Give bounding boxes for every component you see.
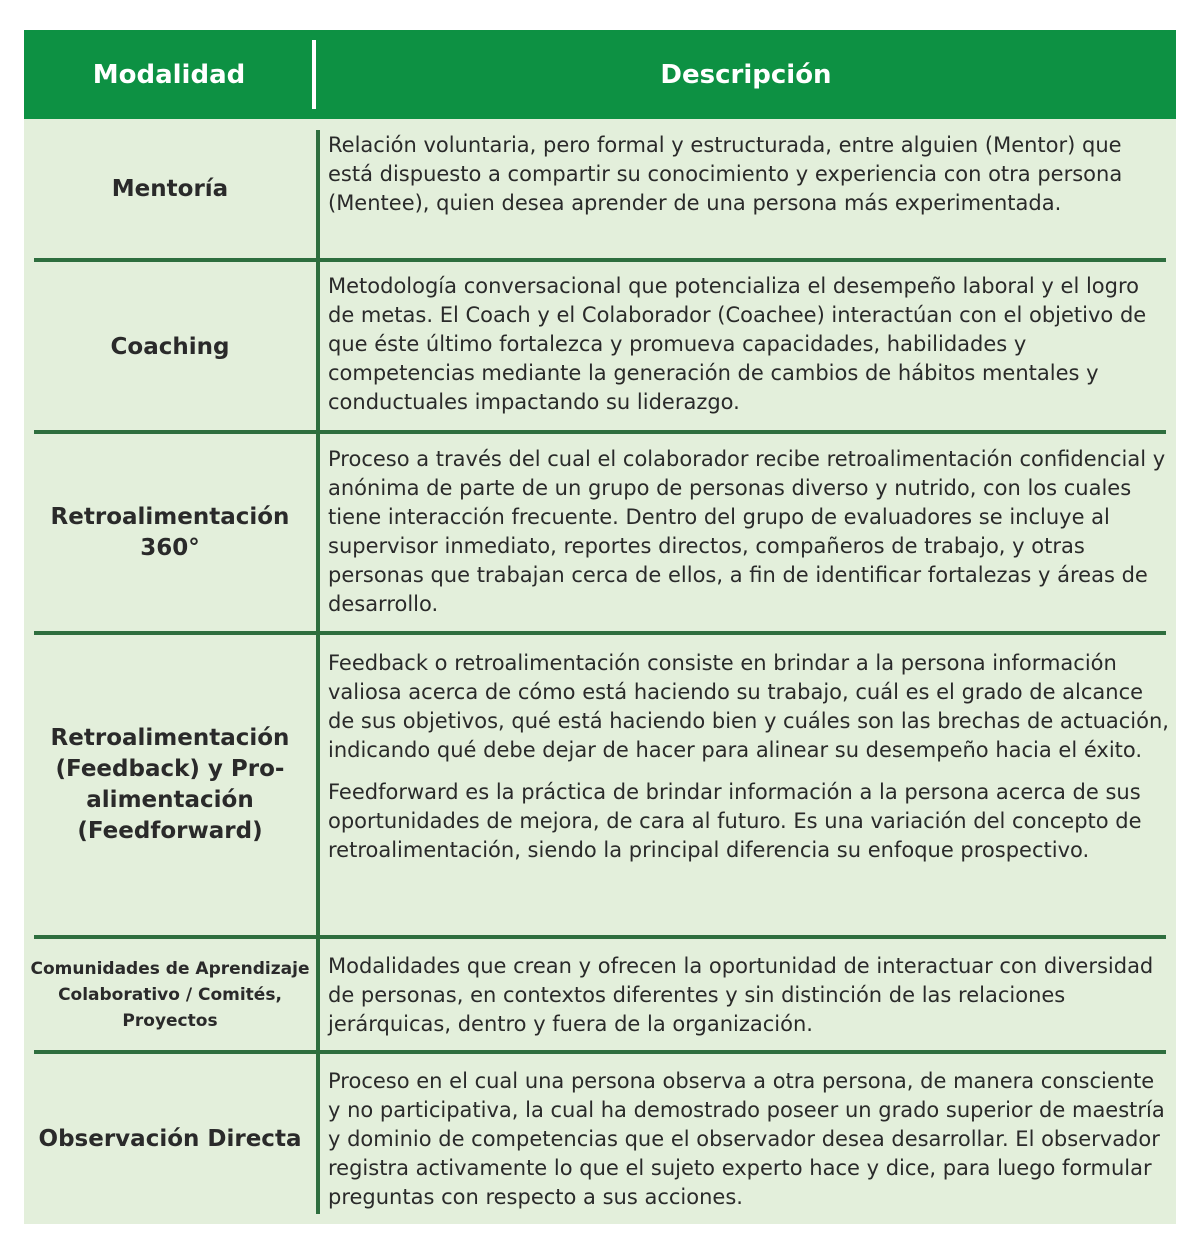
column-divider bbox=[316, 434, 320, 631]
descripcion-paragraph: Modalidades que crean y ofrecen la oportunidad de interactuar con diversidad de personas, en contextos diferentes y sin distinción de las relaciones jerárquicas, dentro y fuera de la organización. bbox=[328, 954, 1154, 1036]
descripcion-paragraph: Proceso a través del cual el colaborador recibe retroalimentación confidencial y anónima de parte de un grupo de personas diverso y nutrido, con los cuales tiene interacción frecuente. Dentro del grupo de evaluadores se incluye al supervisor inmediato, reportes directos, compañeros de trabajo, y otras personas que trabajan cerca de ellos, a fin de identificar fortalezas y áreas de desarrollo. bbox=[328, 447, 1166, 616]
descripcion-paragraph: Feedforward es la práctica de brindar información a la persona acerca de sus oportunidades de mejora, de cara al futuro. Es una variación del concepto de retroalimentación, siendo la principal diferencia su enfoque prospectivo. bbox=[328, 780, 1142, 862]
descripcion-paragraph: Feedback o retroalimentación consiste en brindar a la persona información valiosa acerca de cómo está haciendo su trabajo, cuál es el grado de alcance de sus objetivos, qué está haciendo bien y cuáles son las brechas de actuación, indicando qué debe dejar de hacer para alinear su desempeño hacia el éxito. bbox=[328, 651, 1169, 762]
header-modalidad: Modalidad bbox=[92, 59, 246, 90]
row-descripcion-coaching bbox=[328, 272, 1170, 417]
descripcion-paragraph: Proceso en el cual una persona observa a otra persona, de manera consciente y no participativa, la cual ha demostrado poseer un grado superior de maestría y dominio de competencias que el observador desea desarrollar. El observador registra activamente lo que el sujeto experto hace y dice, para luego formular preguntas con respecto a sus acciones. bbox=[328, 1069, 1165, 1209]
column-divider bbox=[316, 635, 320, 935]
row-modalidad-observacion-directa: Observación Directa bbox=[38, 1125, 302, 1152]
descripcion-paragraph: Relación voluntaria, pero formal y estructurada, entre alguien (Mentor) que está dispuesto a compartir su conocimiento y experiencia con otra persona (Mentee), quien desea aprender de una persona más experimentada. bbox=[328, 133, 1123, 215]
row-modalidad-mentoria: Mentoría bbox=[111, 176, 229, 202]
table-header bbox=[24, 30, 1176, 119]
row-descripcion-retroalimentacion-360 bbox=[328, 445, 1170, 619]
descripcion-paragraph: Metodología conversacional que potencializa el desempeño laboral y el logro de metas. El Coach y el Colaborador (Coachee) interactúan con el objetivo de que éste último fortalezca y promueva capacidades, habilidades y competencias mediante la generación de cambios de hábitos mentales y conductuales impactando su liderazgo. bbox=[328, 274, 1147, 414]
row-descripcion-feedback-feedforward bbox=[328, 649, 1170, 865]
row-descripcion-mentoria bbox=[328, 131, 1170, 218]
row-modalidad-retroalimentacion-360: Retroalimentación 360° bbox=[50, 503, 290, 561]
column-divider bbox=[316, 262, 320, 432]
row-modalidad-coaching: Coaching bbox=[110, 333, 230, 360]
row-descripcion-comunidades bbox=[328, 952, 1170, 1039]
column-divider bbox=[316, 939, 320, 1050]
row-modalidad-comunidades: Comunidades de Aprendizaje Colaborativo / Comités, Proyectos bbox=[30, 958, 310, 1031]
row-modalidad-feedback-feedforward: Retroalimentación (Feedback) y Pro-alimentación (Feedforward) bbox=[50, 725, 290, 844]
column-divider bbox=[316, 1054, 320, 1214]
modalidades-table bbox=[24, 30, 1176, 1224]
row-descripcion-observacion-directa bbox=[328, 1067, 1170, 1212]
column-divider bbox=[316, 130, 320, 260]
header-descripcion: Descripción bbox=[660, 59, 832, 90]
